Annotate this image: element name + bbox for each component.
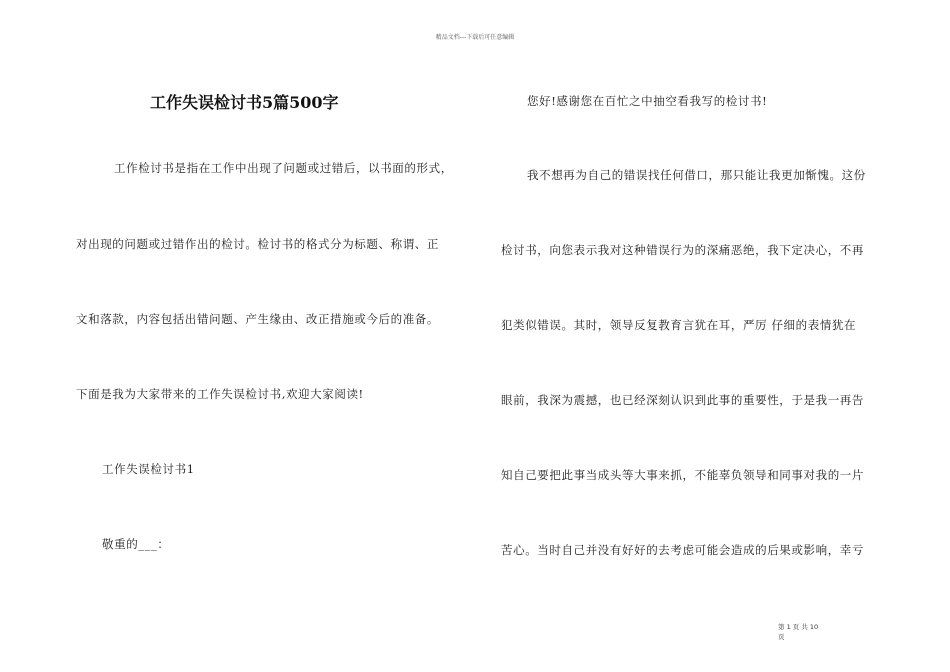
right-paragraph-line: 苦心。当时自己并没有好好的去考虑可能会造成的后果或影响，幸亏 bbox=[501, 543, 864, 557]
right-paragraph-line: 眼前，我深为震撼，也已经深刻认识到此事的重要性，于是我一再告 bbox=[501, 393, 864, 407]
left-paragraph-line: 下面是我为大家带来的工作失误检讨书,欢迎大家阅读! bbox=[76, 387, 364, 401]
left-paragraph-line: 对出现的问题或过错作出的检讨。检讨书的格式分为标题、称谓、正 bbox=[76, 237, 439, 251]
right-paragraph-line: 您好!感谢您在百忙之中抽空看我写的检讨书! bbox=[527, 94, 768, 108]
page-number bbox=[778, 622, 838, 642]
left-paragraph-line: 工作检讨书是指在工作中出现了问题或过错后，以书面的形式， bbox=[114, 161, 453, 175]
left-paragraph-line: 文和落款，内容包括出错问题、产生缘由、改正措施或今后的准备。 bbox=[76, 312, 439, 326]
page-number-line: 第 1 页 共 10 bbox=[778, 623, 819, 631]
right-paragraph-line: 我不想再为自己的错误找任何借口，那只能让我更加惭愧。这份 bbox=[527, 168, 866, 182]
right-paragraph-line: 犯类似错误。其时，领导反复教育言犹在耳，严厉 仔细的表情犹在 bbox=[501, 318, 857, 332]
salutation: 敬重的___： bbox=[102, 537, 170, 551]
page-number-line: 页 bbox=[778, 633, 785, 641]
document-title: 工作失误检讨书5篇500字 bbox=[150, 93, 339, 112]
page-header: 精品文档---下载后可任意编辑 bbox=[435, 34, 515, 41]
right-paragraph-line: 知自己要把此事当成头等大事来抓，不能辜负领导和同事对我的一片 bbox=[501, 468, 864, 482]
section-heading: 工作失误检讨书1 bbox=[102, 462, 195, 476]
right-paragraph-line: 检讨书，向您表示我对这种错误行为的深痛恶绝，我下定决心，不再 bbox=[501, 243, 864, 257]
